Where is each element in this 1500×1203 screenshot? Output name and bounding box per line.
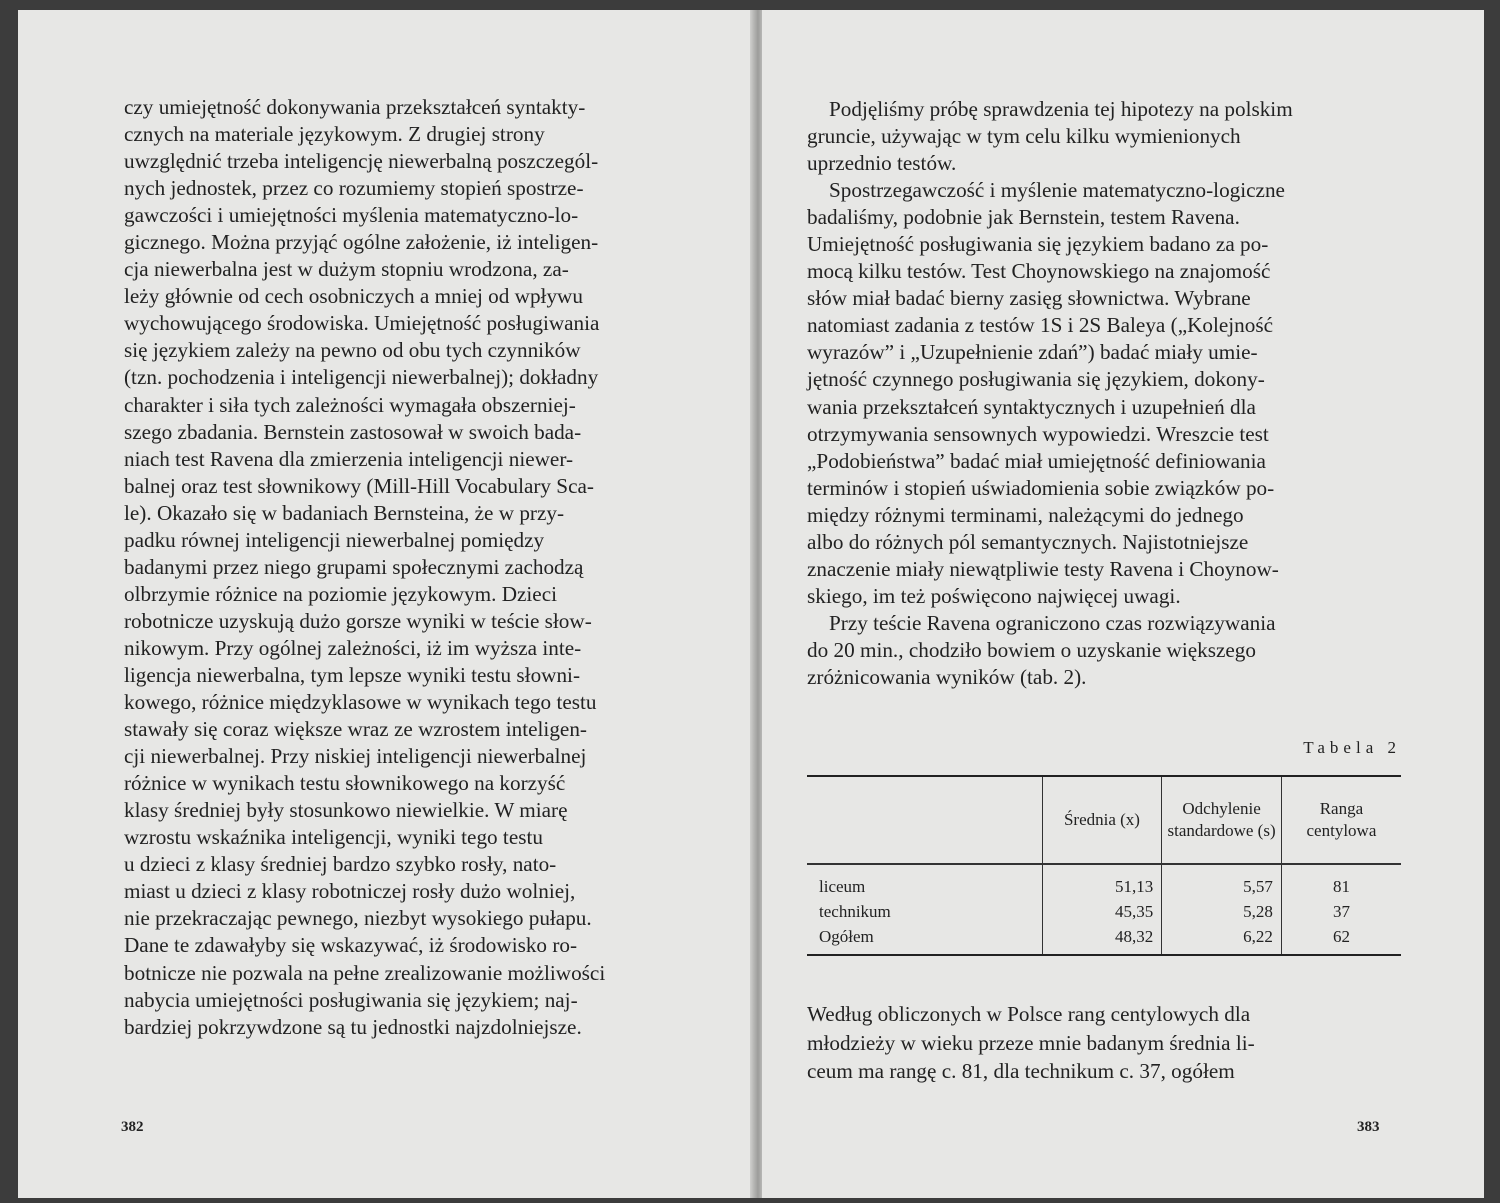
- row-rank: 37: [1281, 899, 1401, 924]
- text-line: wania przekształceń syntaktycznych i uzupełnień dla: [807, 394, 1256, 419]
- results-table: [807, 775, 1401, 956]
- text-line: Przy teście Ravena ograniczono czas rozwiązywania: [829, 610, 1276, 635]
- right-paragraph-3: [807, 610, 1401, 691]
- table-row: [807, 864, 1401, 899]
- table-header-mean: Średnia (x): [1042, 776, 1162, 864]
- text-line: szego zbadania. Bernstein zastosował w swoich bada-: [124, 419, 582, 444]
- text-line: cja niewerbalna jest w dużym stopniu wrodzona, za-: [124, 257, 569, 282]
- text-line: się językiem zależy na pewno od obu tych czynników: [124, 338, 581, 363]
- text-line: ceum ma rangę c. 81, dla technikum c. 37, ogółem: [807, 1059, 1235, 1083]
- text-line: klasy średniej były stosunkowo niewielkie. W miarę: [124, 798, 568, 823]
- text-line: jętność czynnego posługiwania się językiem, dokony-: [807, 367, 1265, 392]
- text-line: botnicze nie pozwala na pełne zrealizowanie możliwości: [124, 960, 606, 985]
- text-line: Według obliczonych w Polsce rang centylowych dla: [807, 1002, 1251, 1026]
- text-line: miast u dzieci z klasy robotniczej rosły dużo wolniej,: [124, 879, 576, 904]
- text-line: le). Okazało się w badaniach Bernsteina, że w przy-: [124, 500, 565, 525]
- text-line: otrzymywania sensownych wypowiedzi. Wreszcie test: [807, 421, 1269, 446]
- row-sd: 5,57: [1162, 864, 1282, 899]
- text-line: bardziej pokrzywdzone są tu jednostki najzdolniejsze.: [124, 1014, 582, 1039]
- row-rank: 62: [1281, 924, 1401, 955]
- text-line: terminów i stopień uświadomienia sobie związków po-: [807, 475, 1275, 500]
- text-line: nych jednostek, przez co rozumiemy stopień spostrze-: [124, 176, 584, 201]
- text-line: badanymi przez niego grupami społecznymi zachodzą: [124, 554, 584, 579]
- text-line: różnice w wynikach testu słownikowego na korzyść: [124, 771, 566, 796]
- text-line: uprzednio testów.: [807, 151, 957, 176]
- text-line: wzrostu wskaźnika inteligencji, wyniki tego testu: [124, 825, 543, 850]
- row-label: technikum: [819, 902, 891, 921]
- text-line: nikowym. Przy ogólnej zależności, iż im wyższa inte-: [124, 635, 582, 660]
- table-header-group: [807, 776, 1042, 864]
- text-line: ligencja niewerbalna, tym lepsze wyniki testu słowni-: [124, 662, 580, 687]
- text-line: nabycia umiejętności posługiwania się językiem; naj-: [124, 987, 578, 1012]
- row-rank: 81: [1281, 864, 1401, 899]
- row-label: Ogółem: [819, 927, 874, 946]
- text-line: olbrzymie różnice na poziomie językowym. Dzieci: [124, 581, 557, 606]
- left-page-text: [124, 94, 734, 1041]
- table-header-rank: Ranga centylowa: [1281, 776, 1401, 864]
- text-line: wyrazów” i „Uzupełnienie zdań”) badać miały umie-: [807, 340, 1258, 365]
- text-line: Podjęliśmy próbę sprawdzenia tej hipotezy na polskim: [829, 97, 1293, 121]
- row-mean: 51,13: [1042, 864, 1162, 899]
- text-line: nie przekraczając pewnego, niezbyt wysokiego pułapu.: [124, 906, 592, 931]
- text-line: cznych na materiale językowym. Z drugiej strony: [124, 122, 545, 147]
- text-line: Umiejętność posługiwania się językiem badano za po-: [807, 232, 1269, 257]
- text-line: do 20 min., chodziło bowiem o uzyskanie większego: [807, 637, 1256, 662]
- text-line: natomiast zadania z testów 1S i 2S Baleya („Kolejność: [807, 313, 1274, 338]
- text-line: zróżnicowania wyników (tab. 2).: [807, 664, 1087, 689]
- row-mean: 45,35: [1042, 899, 1162, 924]
- text-line: gawczości i umiejętności myślenia matematyczno-lo-: [124, 203, 579, 228]
- text-line: wychowującego środowiska. Umiejętność posługiwania: [124, 311, 600, 336]
- row-label: liceum: [819, 877, 866, 896]
- page-number-right: 383: [1357, 1119, 1380, 1135]
- right-page: [762, 10, 1484, 1198]
- table-caption: Tabela 2: [1303, 738, 1401, 757]
- text-line: czy umiejętność dokonywania przekształceń syntakty-: [124, 95, 586, 119]
- text-line: cji niewerbalnej. Przy niskiej inteligencji niewerbalnej: [124, 744, 587, 769]
- left-paragraph: [124, 94, 734, 1041]
- text-line: gicznego. Można przyjąć ogólne założenie, iż inteligen-: [124, 230, 599, 255]
- text-line: mocą kilku testów. Test Choynowskiego na znajomość: [807, 259, 1271, 284]
- row-sd: 6,22: [1162, 924, 1282, 955]
- text-line: Dane te zdawałyby się wskazywać, iż środowisko ro-: [124, 933, 578, 958]
- page-number-left: 382: [121, 1119, 144, 1135]
- text-line: między różnymi terminami, należącymi do jednego: [807, 502, 1244, 527]
- text-line: albo do różnych pól semantycznych. Najistotniejsze: [807, 529, 1249, 554]
- text-after-table: [807, 1000, 1401, 1086]
- text-line: padku równej inteligencji niewerbalnej pomiędzy: [124, 527, 545, 552]
- table-row: [807, 924, 1401, 955]
- text-line: stawały się coraz większe wraz ze wzrostem inteligen-: [124, 717, 587, 742]
- text-line: młodzieży w wieku przeze mnie badanym średnia li-: [807, 1030, 1255, 1055]
- text-line: u dzieci z klasy średniej bardzo szybko rosły, nato-: [124, 852, 557, 877]
- text-line: słów miał badać bierny zasięg słownictwa. Wybrane: [807, 286, 1251, 311]
- row-mean: 48,32: [1042, 924, 1162, 955]
- right-paragraph-4: [807, 1000, 1401, 1086]
- text-line: Spostrzegawczość i myślenie matematyczno-logiczne: [829, 178, 1285, 203]
- table-header-row: [807, 776, 1401, 864]
- right-paragraph-1: [807, 96, 1401, 177]
- text-line: robotnicze uzyskują dużo gorsze wyniki w teście słow-: [124, 608, 592, 633]
- text-line: uwzględnić trzeba inteligencję niewerbalną poszczegól-: [124, 149, 599, 174]
- text-line: znaczenie miały niewątpliwie testy Ravena i Choynow-: [807, 556, 1279, 581]
- text-line: leży głównie od cech osobniczych a mniej od wpływu: [124, 284, 583, 309]
- text-line: kowego, różnice międzyklasowe w wynikach tego testu: [124, 690, 597, 715]
- text-line: „Podobieństwa” badać miał umiejętność definiowania: [807, 448, 1266, 473]
- text-line: balnej oraz test słownikowy (Mill-Hill Vocabulary Sca-: [124, 473, 594, 498]
- text-line: niach test Ravena dla zmierzenia inteligencji niewer-: [124, 446, 574, 471]
- left-page: [18, 10, 754, 1198]
- table-header-sd: Odchylenie standardowe (s): [1162, 776, 1282, 864]
- right-page-text: [807, 96, 1401, 691]
- text-line: charakter i siła tych zależności wymagała obszerniej-: [124, 392, 576, 417]
- table-row: [807, 899, 1401, 924]
- text-line: (tzn. pochodzenia i inteligencji niewerbalnej); dokładny: [124, 365, 599, 390]
- text-line: gruncie, używając w tym celu kilku wymienionych: [807, 124, 1241, 149]
- text-line: skiego, im też poświęcono najwięcej uwagi.: [807, 583, 1181, 608]
- right-paragraph-2: [807, 177, 1401, 610]
- row-sd: 5,28: [1162, 899, 1282, 924]
- text-line: badaliśmy, podobnie jak Bernstein, testem Ravena.: [807, 205, 1240, 230]
